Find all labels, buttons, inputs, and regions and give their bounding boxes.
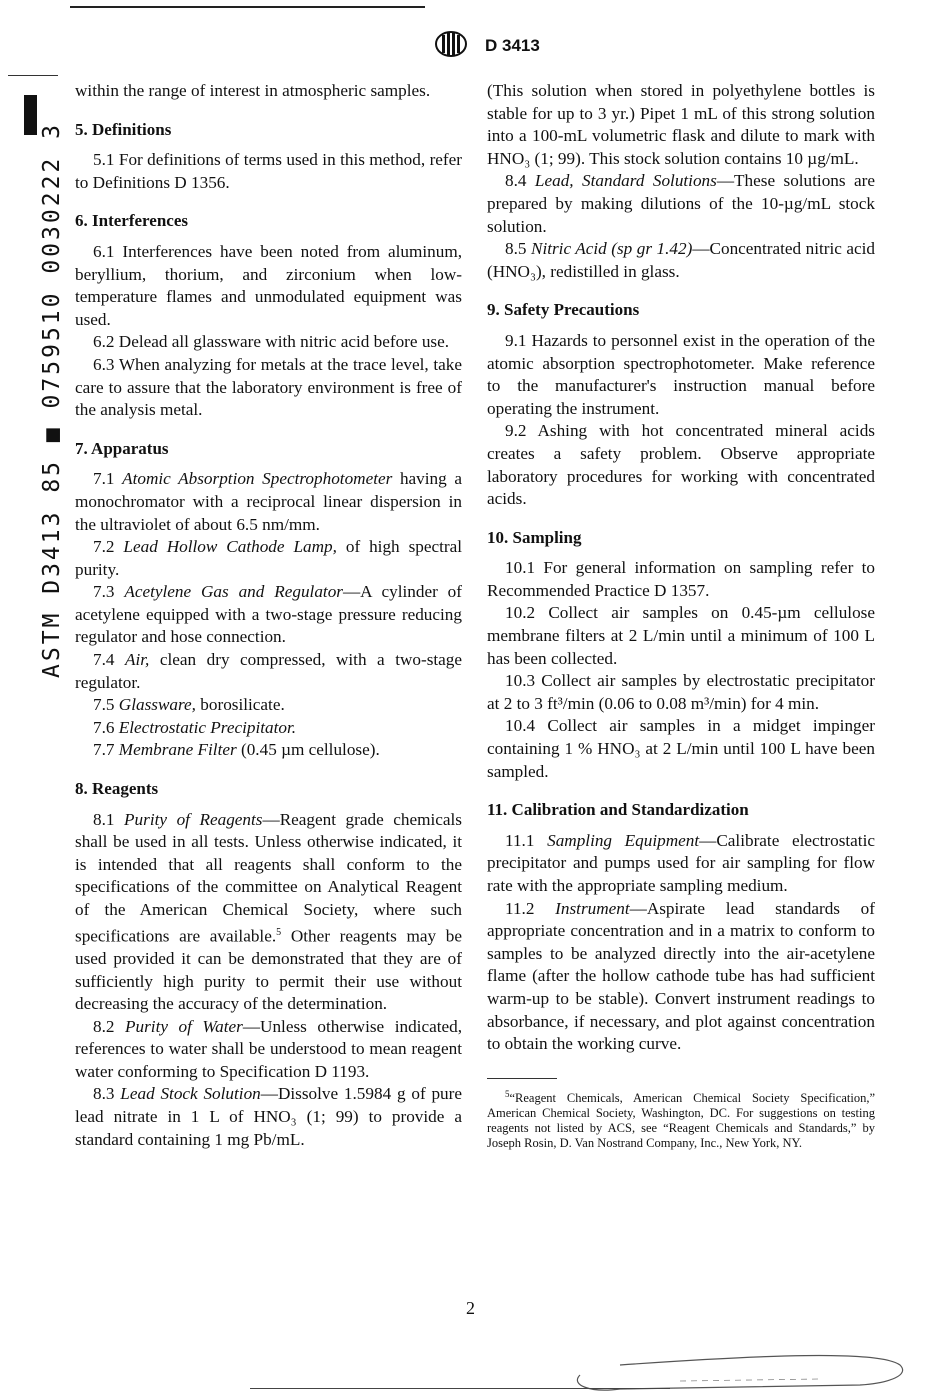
para-9-2: 9.2 Ashing with hot concentrated mineral acids creates a safety problem. Observe appropriate laboratory procedures for working with concentrated acids. <box>487 421 875 509</box>
para-7-6: 7.6 Electrostatic Precipitator. <box>93 717 297 737</box>
para-11-1: 11.1 Sampling Equipment—Calibrate electrostatic precipitator and pumps used for air sampling for flow rate with the appropriate sampling medium. <box>487 830 875 895</box>
astm-logo <box>434 30 468 58</box>
para-7-2: 7.2 Lead Hollow Cathode Lamp, of high spectral purity. <box>75 537 463 579</box>
designation: D 3413 <box>485 36 540 55</box>
page-number: 2 <box>466 1298 475 1318</box>
para-6-3: 6.3 When analyzing for metals at the trace level, take care to assure that the laboratory environment is free of the analysis metal. <box>75 354 462 420</box>
footnote-ref: 5 <box>276 926 282 938</box>
para-10-3: 10.3 Collect air samples by electrostatic precipitator at 2 to 3 ft³/min (0.06 to 0.08 m³/min) for 4 min. <box>487 671 875 713</box>
section-10-title: 10. Sampling <box>487 527 582 547</box>
section-9-title: 9. Safety Precautions <box>487 300 640 320</box>
footnote-rule <box>487 1078 557 1079</box>
para-8-5: 8.5 Nitric Acid (sp gr 1.42)—Concentrated nitric acid (HNO₃), redistilled in glass. <box>487 239 876 281</box>
footnote-5: $^5$“Reagent Chemicals, American Chemical Society Specification,” American Chemical Society, Washington, DC. For suggestions on testing reagents not listed by ACS, see “Reagent Chemicals and Standards,” by Joseph Rosin, D. Van Nostrand Company, Inc., New York, NY. <box>487 1088 875 1150</box>
para-8-3: 8.3 Lead Stock Solution—Dissolve 1.5984 g of pure lead nitrate in 1 L of HNO₃ (1; 99) to provide a standard containing 1 mg Pb/mL. <box>75 1084 463 1149</box>
section-11-title: 11. Calibration and Standardization <box>487 800 749 820</box>
para-7-5: 7.5 Glassware, borosilicate. <box>93 695 285 715</box>
margin-tick <box>8 75 58 76</box>
margin-bar-top <box>24 95 37 135</box>
para-11-2: 11.2 Instrument—Aspirate lead standards of appropriate concentration and in a matrix to conform to samples to be analyzed directly into the air-acetylene flame (after the hollow cathode tube has had sufficient warm-up to be stable). Convert instrument readings to absorbance, if necessary, and plot against concentration to obtain the working curve. <box>487 898 875 1054</box>
para-7-7: 7.7 Membrane Filter (0.45 µm cellulose). <box>93 740 380 760</box>
para-6-2: 6.2 Delead all glassware with nitric acid before use. <box>93 332 450 352</box>
section-7-title: 7. Apparatus <box>75 438 169 458</box>
para-8-4: 8.4 Lead, Standard Solutions—These solutions are prepared by making dilutions of the 10-µg/mL stock solution. <box>487 171 875 236</box>
section-8-title: 8. Reagents <box>75 779 159 799</box>
para-6-1: 6.1 Interferences have been noted from aluminum, beryllium, thorium, and zirconium when low-temperature flames and unmodulated equipment was used. <box>75 241 462 329</box>
para-7-4: 7.4 Air, clean dry compressed, with a two-stage regulator. <box>75 650 463 692</box>
para-8-3-continued: (This solution when stored in polyethylene bottles is stable for up to 3 yr.) Pipet 1 mL of this strong solution into a 100-mL volumetric flask and dilute to mark with HNO₃ (1; 99). This stock solution contains 10 µg/mL. <box>487 81 875 168</box>
astm-logo-icon <box>434 30 468 58</box>
para-7-1: 7.1 Atomic Absorption Spectrophotometer having a monochromator with a reciprocal linear dispersion in the ultraviolet of about 6.5 nm/mm. <box>75 469 462 534</box>
bottom-rule <box>250 1388 670 1389</box>
para-7-3: 7.3 Acetylene Gas and Regulator—A cylinder of acetylene equipped with a two-stage pressure reducing regulator and hose connection. <box>75 582 463 647</box>
para-9-1: 9.1 Hazards to personnel exist in the operation of the atomic absorption spectrophotometer. Make reference to the manufacturer's instruction manual before operating the instrument. <box>487 330 875 418</box>
para-8-1: 8.1 Purity of Reagents—Reagent grade chemicals shall be used in all tests. Unless otherwise indicated, it is intended that all reagents shall conform to the specifications of the committee on Analytical Reagent of the American Chemical Society, where such specifications are available.$^5$ Other reagents may be used provided it can be demonstrated that they are of sufficiently high purity to permit their use without decreasing the accuracy of the determination. <box>75 809 463 1014</box>
para-10-1: 10.1 For general information on sampling refer to Recommended Practice D 1357. <box>487 558 875 600</box>
margin-code <box>22 122 65 680</box>
top-rule <box>70 6 425 8</box>
para-8-2: 8.2 Purity of Water—Unless otherwise indicated, references to water shall be understood to mean reagent water conforming to Specification D 1193. <box>75 1016 462 1081</box>
para-5-1: 5.1 For definitions of terms used in this method, refer to Definitions D 1356. <box>75 150 462 192</box>
left-column <box>75 80 462 1151</box>
section-6-title: 6. Interferences <box>75 211 188 231</box>
para-10-2: 10.2 Collect air samples on 0.45-µm cellulose membrane filters at 2 L/min until a minimum of 100 L has been collected. <box>487 603 875 668</box>
right-column <box>487 80 875 1151</box>
para-10-4: 10.4 Collect air samples in a midget impinger containing 1 % HNO₃ at 2 L/min until 100 L have been sampled. <box>487 716 875 781</box>
margin-code-text: ASTM D3413 85 ■ 0759510 0030222 3 <box>39 122 65 678</box>
intro-text: within the range of interest in atmospheric samples. <box>75 81 431 100</box>
section-5-title: 5. Definitions <box>75 119 172 139</box>
